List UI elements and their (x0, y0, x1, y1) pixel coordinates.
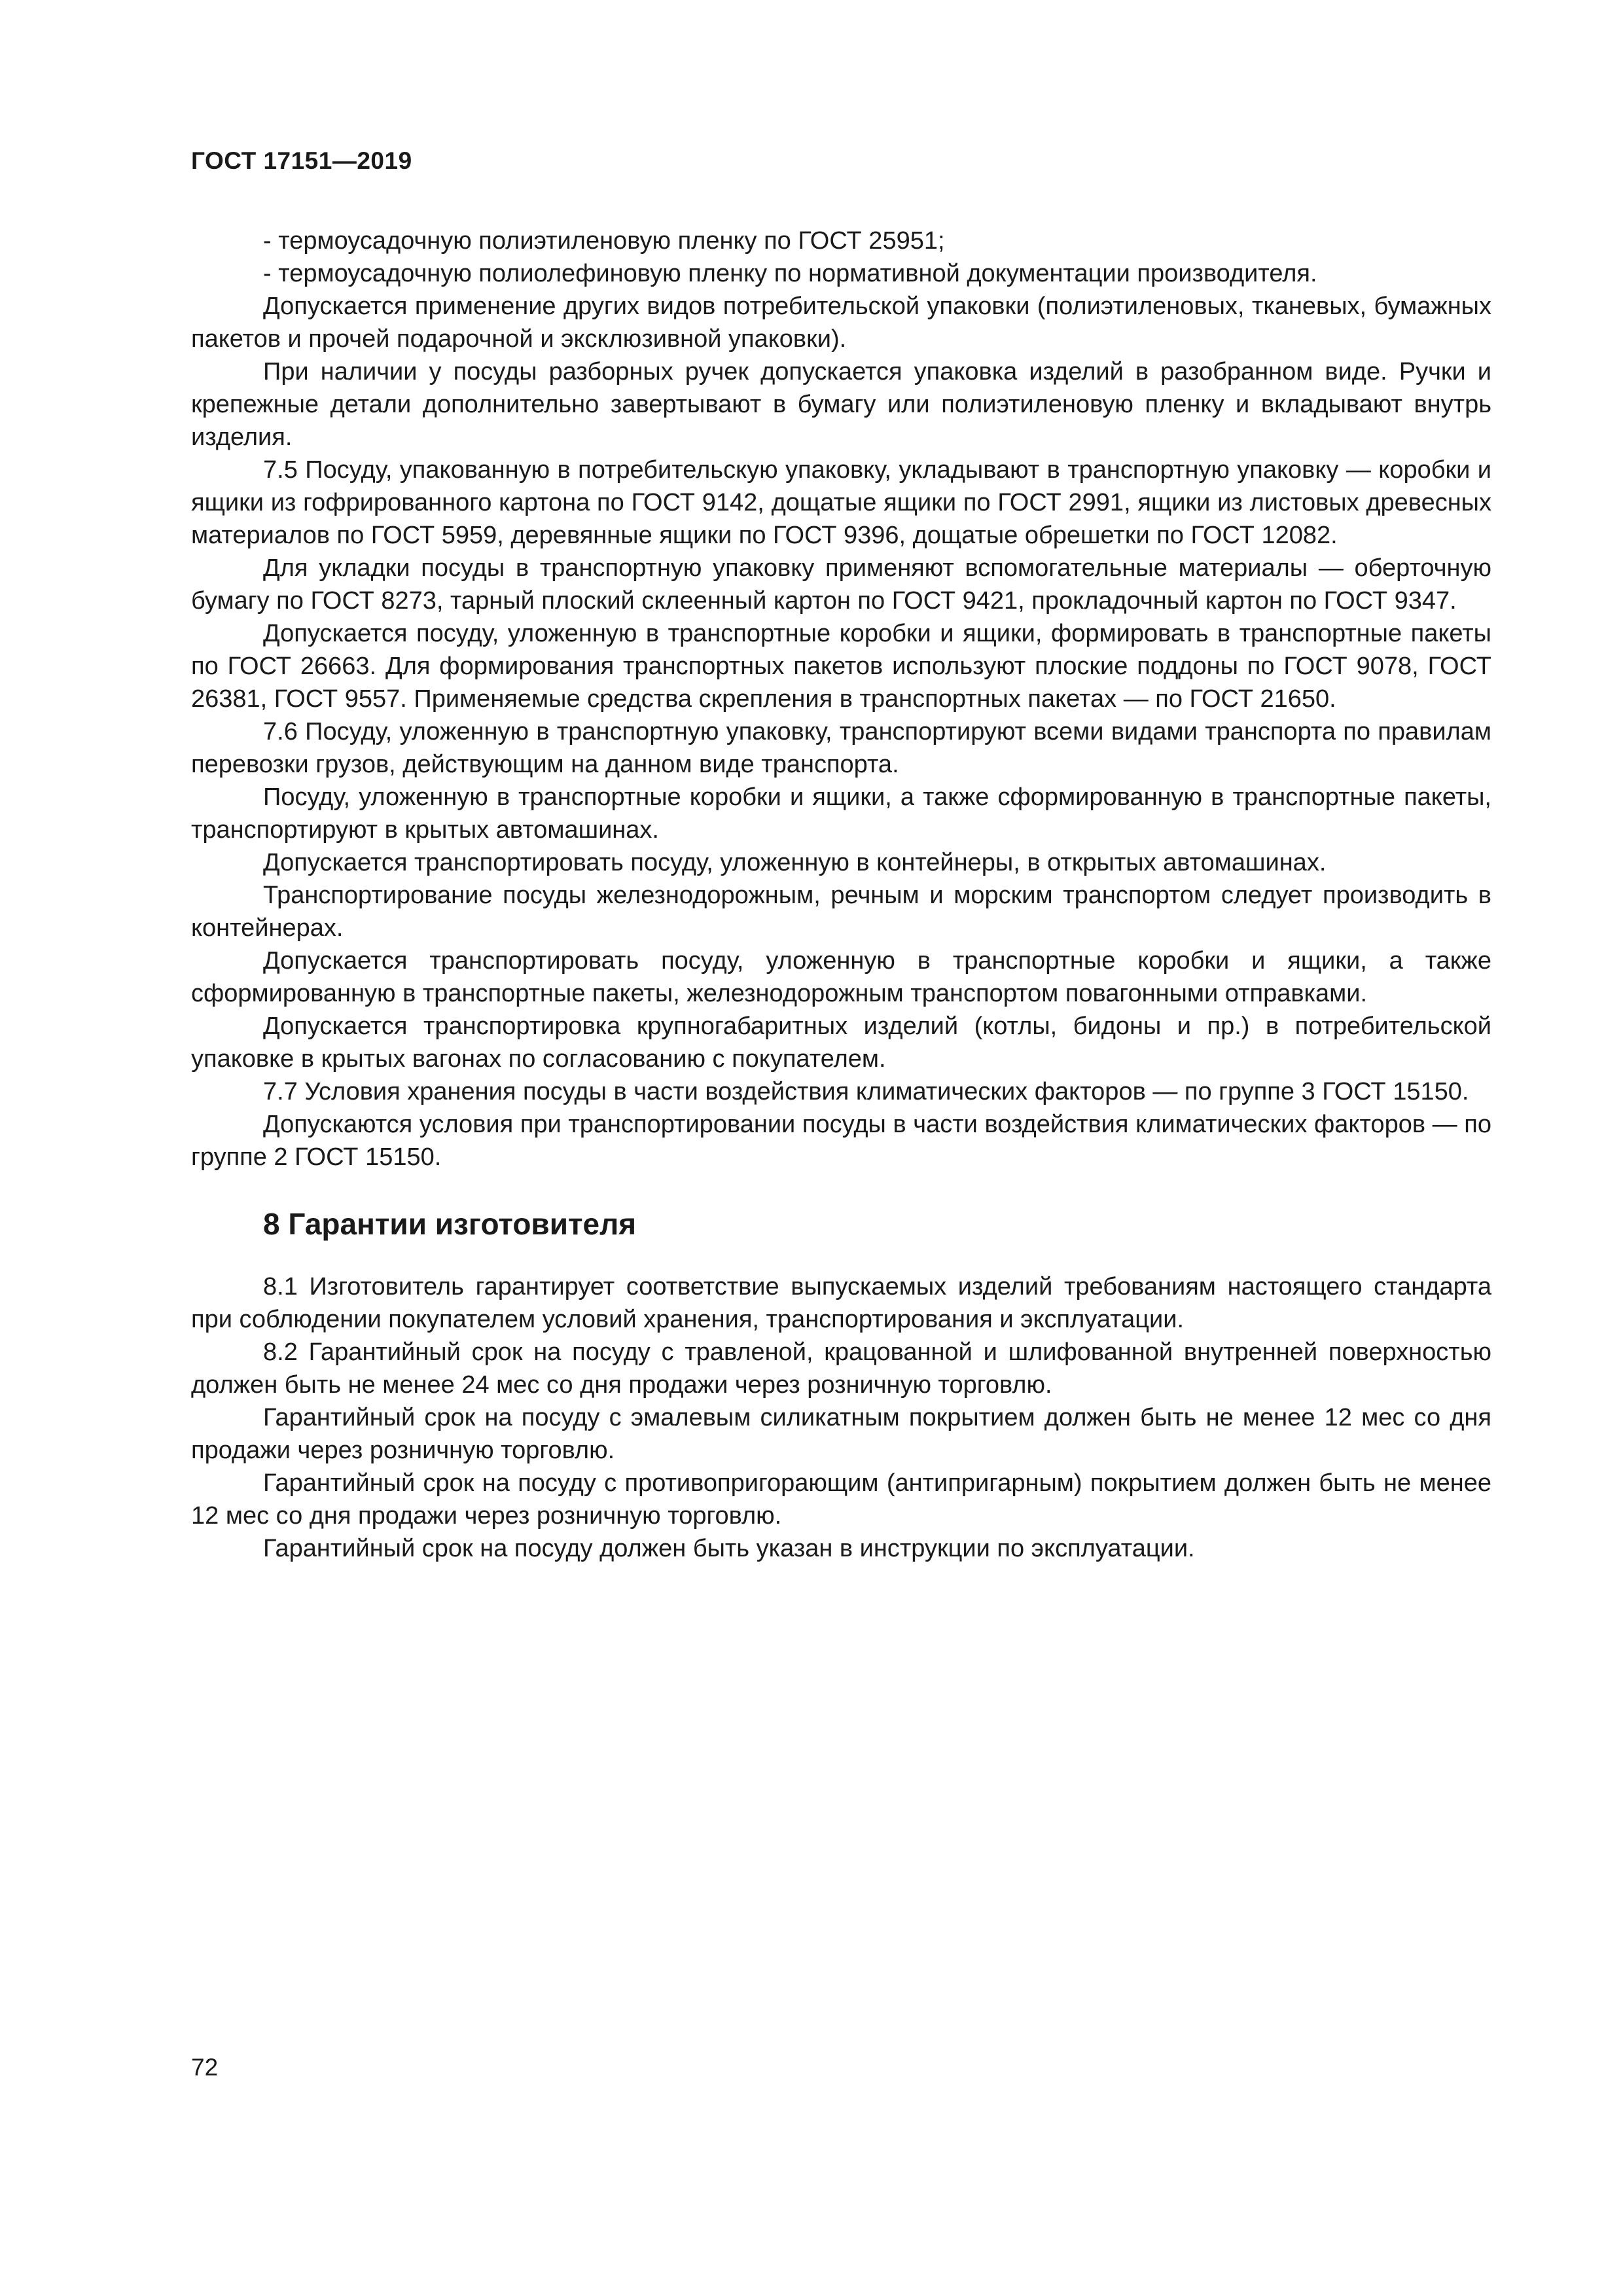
paragraph: Допускается транспортировка крупногабаритных изделий (котлы, бидоны и пр.) в потребительской упаковке в крытых вагонах по согласованию с покупателем. (191, 1013, 1491, 1073)
paragraph: Транспортирование посуды железнодорожным, речным и морским транспортом следует производить в контейнерах. (191, 882, 1491, 942)
clause-7-7: 7.7 Условия хранения посуды в части воздействия климатических факторов — по группе 3 ГОСТ 15150. (263, 1078, 1469, 1105)
clause-7-5: 7.5 Посуду, упакованную в потребительскую упаковку, укладывают в транспортную упаковку — коробки и ящики из гофрированного картона по ГОСТ 9142, дощатые ящики по ГОСТ 2991, ящики из листовых древесных материалов по ГОСТ 5959, деревянные ящики по ГОСТ 9396, дощатые обрешетки по ГОСТ 12082. (191, 456, 1491, 549)
document-body (191, 224, 1491, 1565)
list-item: - термоусадочную полиэтиленовую пленку по ГОСТ 25951; (263, 227, 945, 255)
page-number: 72 (191, 2054, 219, 2081)
paragraph: Гарантийный срок на посуду с эмалевым силикатным покрытием должен быть не менее 12 мес со дня продажи через розничную торговлю. (191, 1404, 1491, 1464)
paragraph: Посуду, уложенную в транспортные коробки и ящики, а также сформированную в транспортные пакеты, транспортируют в крытых автомашинах. (191, 783, 1491, 844)
paragraph: Гарантийный срок на посуду должен быть указан в инструкции по эксплуатации. (263, 1535, 1195, 1562)
paragraph: Допускается посуду, уложенную в транспортные коробки и ящики, формировать в транспортные пакеты по ГОСТ 26663. Для формирования транспортных пакетов используют плоские поддоны по ГОСТ 9078, ГОСТ 26381, ГОСТ 9557. Применяемые средства скрепления в транспортных пакетах — по ГОСТ 21650. (191, 620, 1491, 713)
paragraph: Допускается применение других видов потребительской упаковки (полиэтиленовых, тканевых, бумажных пакетов и прочей подарочной и эксклюзивной упаковки). (191, 293, 1491, 353)
document-header: ГОСТ 17151—2019 (191, 147, 412, 174)
section-title: 8 Гарантии изготовителя (263, 1207, 637, 1241)
paragraph: Допускаются условия при транспортировании посуды в части воздействия климатических факторов — по группе 2 ГОСТ 15150. (191, 1111, 1491, 1171)
clause-8-1: 8.1 Изготовитель гарантирует соответствие выпускаемых изделий требованиям настоящего стандарта при соблюдении покупателем условий хранения, транспортирования и эксплуатации. (191, 1273, 1491, 1333)
paragraph: Допускается транспортировать посуду, уложенную в контейнеры, в открытых автомашинах. (263, 849, 1327, 876)
paragraph: При наличии у посуды разборных ручек допускается упаковка изделий в разобранном виде. Ручки и крепежные детали дополнительно завертывают в бумагу или полиэтиленовую пленку и вкладывают внутрь изделия. (191, 358, 1491, 451)
list-item: - термоусадочную полиолефиновую пленку по нормативной документации производителя. (263, 260, 1317, 287)
paragraph: Для укладки посуды в транспортную упаковку применяют вспомогательные материалы — оберточную бумагу по ГОСТ 8273, тарный плоский склеенный картон по ГОСТ 9421, прокладочный картон по ГОСТ 9347. (191, 554, 1491, 615)
paragraph: Гарантийный срок на посуду с противопригорающим (антипригарным) покрытием должен быть не менее 12 мес со дня продажи через розничную торговлю. (191, 1469, 1491, 1530)
clause-8-2: 8.2 Гарантийный срок на посуду с травленой, крацованной и шлифованной внутренней поверхностью должен быть не менее 24 мес со дня продажи через розничную торговлю. (191, 1338, 1491, 1399)
clause-7-6: 7.6 Посуду, уложенную в транспортную упаковку, транспортируют всеми видами транспорта по правилам перевозки грузов, действующим на данном виде транспорта. (191, 718, 1491, 778)
paragraph: Допускается транспортировать посуду, уложенную в транспортные коробки и ящики, а также сформированную в транспортные пакеты, железнодорожным транспортом повагонными отправками. (191, 947, 1491, 1007)
